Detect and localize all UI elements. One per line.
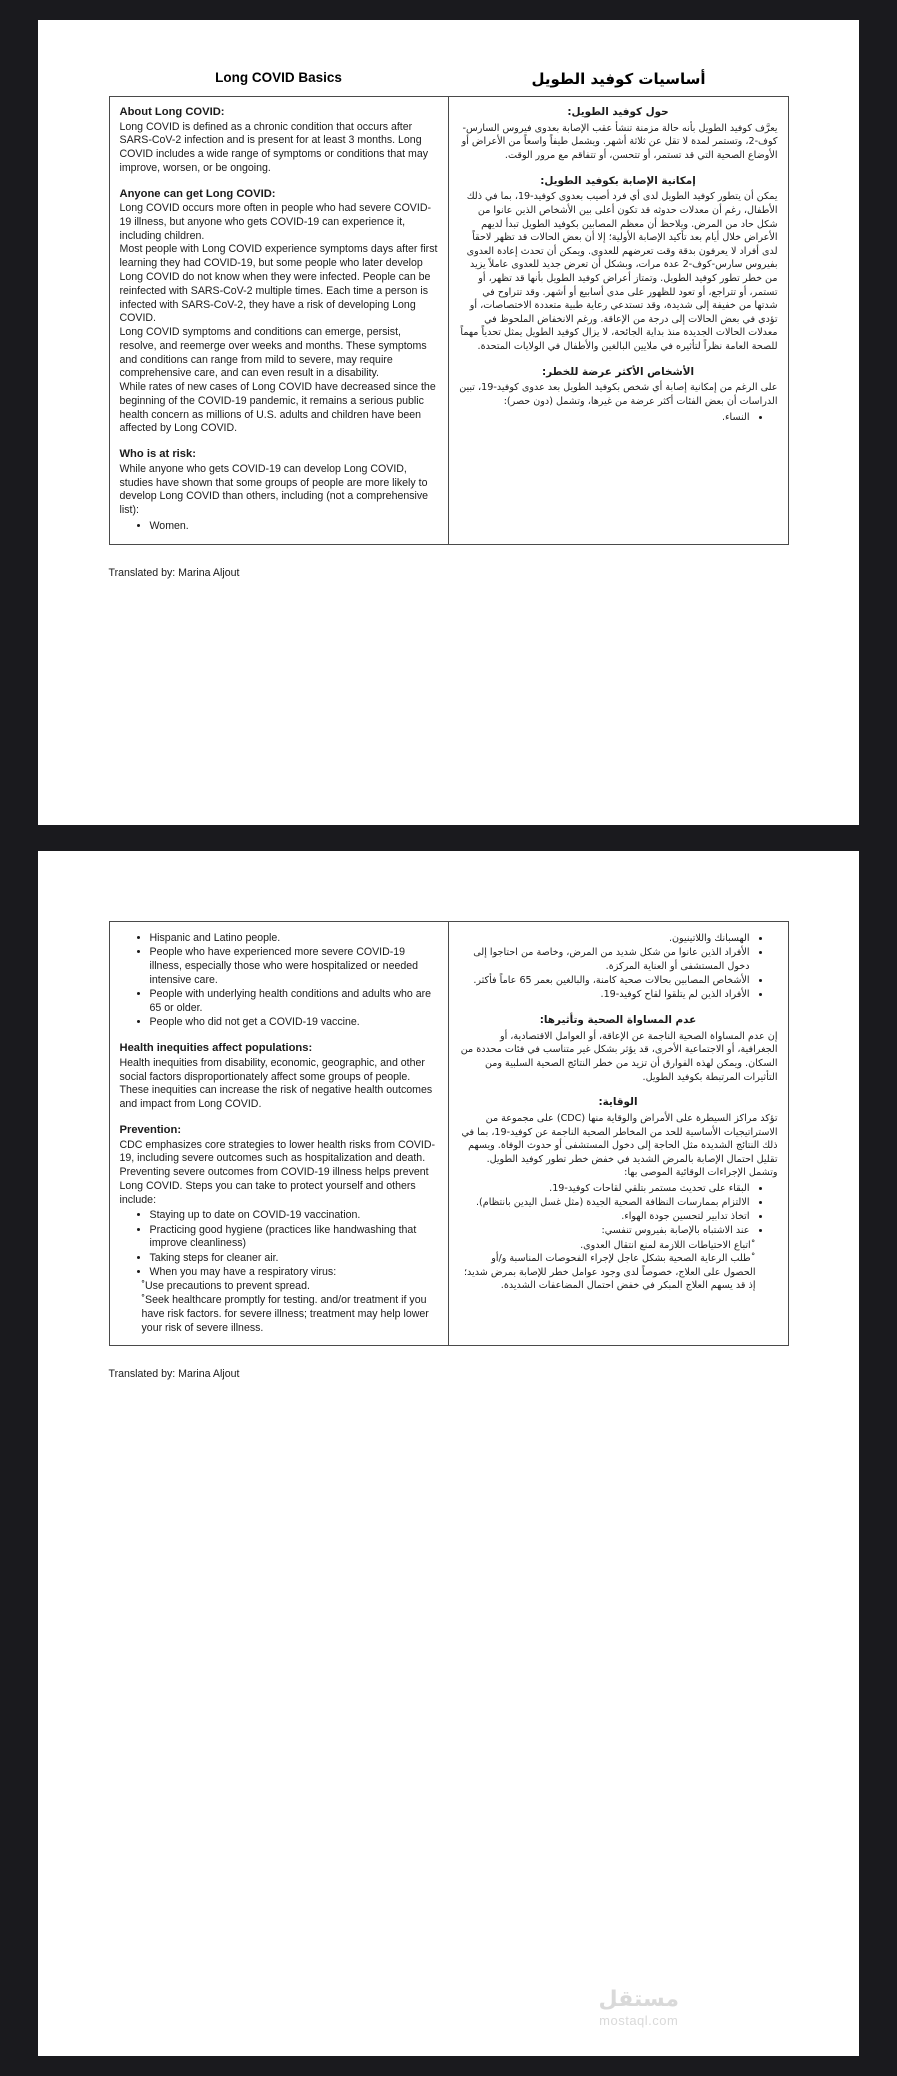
- list-item: • الأشخاص المصابين بحالات صحية كامنة، والبالغين بعمر 65 عاماً فأكثر.: [459, 974, 750, 988]
- about-long-covid-heading: About Long COVID:: [119, 106, 225, 118]
- who-is-at-risk-list: [120, 520, 438, 534]
- prevention-heading-arabic: الوقاية:: [598, 1096, 638, 1109]
- prevention-subnote-2: ˚Seek healthcare promptly for testing. and/or treatment if you have risk factors. for severe illness; treatment may help lower your risk of severe illness.: [141, 1293, 429, 1334]
- who-is-at-risk-heading-arabic: الأشخاص الأكثر عرضة للخطر:: [541, 365, 695, 378]
- page2-arabic-column: [449, 922, 788, 1345]
- prevention-heading: Prevention:: [119, 1123, 182, 1136]
- list-item: • Women.: [150, 520, 438, 534]
- prevention-body: CDC emphasizes core strategies to lower health risks from COVID-19, including severe outcomes such as hospitalization and death. Preventing severe outcomes from COVID-19 illness helps prevent Long COVID. Steps you can take to protect yourself and others include:: [119, 1138, 436, 1206]
- page2-bilingual-table: [109, 921, 789, 1346]
- who-is-at-risk-heading: Who is at risk:: [119, 448, 196, 461]
- list-item: • الهسبانك واللاتينيون.: [459, 932, 750, 946]
- prevention-subnotes-arabic: [459, 1239, 756, 1293]
- translator-credit-page2: Translated by: Marina Aljout: [108, 1368, 240, 1381]
- document-page-1: [38, 20, 859, 825]
- anyone-can-get-paragraph-3: Long COVID symptoms and conditions can emerge, persist, resolve, and reemerge over weeks and months. These symptoms and conditions can range from mild to severe, may require comprehensive care, and can even result in a disability.: [119, 326, 427, 380]
- list-item: • النساء.: [459, 411, 750, 425]
- list-item: • When you may have a respiratory virus:: [150, 1266, 438, 1280]
- page2-english-column: [110, 922, 449, 1345]
- list-item: • People with underlying health conditions and adults who are 65 or older.: [150, 988, 438, 1016]
- prevention-body-arabic: تؤكد مراكز السيطرة على الأمراض والوقاية منها (CDC) على مجموعة من الاستراتيجيات الأساسية للحد من المخاطر الصحية الناجمة عن كوفيد-19، بما في ذلك النتائج الشديدة مثل الحاجة إلى دخول المستشفى أو حدوث الوفاة. ويسهم تقليل احتمال الإصابة بالمرض الشديد في خفض خطر تطور كوفيد الطويل. وتشمل الإجراءات الوقائية الموصى بها:: [461, 1113, 778, 1179]
- prevention-list-arabic: [459, 1182, 778, 1238]
- spacer: [120, 436, 438, 447]
- list-item: • Staying up to date on COVID-19 vaccination.: [150, 1209, 438, 1223]
- prevention-subnote-2-arabic: ˚طلب الرعاية الصحية بشكل عاجل لإجراء الفحوصات المناسبة و/أو الحصول على العلاج، خصوصاً لدى وجود عوامل خطر للإصابة بمرض شديد؛ إذ قد يسهم العلاج المبكر في خفض احتمال المضاعفات الشديدة.: [464, 1253, 756, 1292]
- prevention-subnote-1-arabic: ˚اتباع الاحتياطات اللازمة لمنع انتقال العدوى.: [580, 1239, 756, 1251]
- page-title-english: Long COVID Basics: [215, 70, 342, 85]
- health-inequities-body-arabic: إن عدم المساواة الصحية الناجمة عن الإعاقة، أو العوامل الاقتصادية، أو الجغرافية، أو الاجتماعية الأخرى، قد يؤثر بشكل غير متناسب في فئات محددة من السكان. ويمكن لهذه الفوارق أن تزيد من خطر النتائج الصحية السلبية ومن التأثيرات المرتبطة بكوفيد الطويل.: [460, 1030, 778, 1083]
- page-title-arabic: أساسيات كوفيد الطويل: [531, 70, 706, 88]
- spacer: [459, 163, 778, 174]
- list-item: • البقاء على تحديث مستمر بتلقي لقاحات كوفيد-19.: [459, 1182, 750, 1196]
- risk-groups-list-arabic: [459, 932, 778, 1002]
- who-is-at-risk-body: While anyone who gets COVID-19 can develop Long COVID, studies have shown that some groups of people are more likely to develop Long COVID than others, including (not a comprehensive list):: [119, 462, 429, 517]
- watermark-domain-text: mostaql.com: [599, 2013, 679, 2028]
- about-long-covid-body: Long COVID is defined as a chronic condition that occurs after SARS-CoV-2 infection and is present for at least 3 months. Long COVID includes a wide range of symptoms or conditions that may improve, worsen, or be ongoing.: [119, 120, 429, 174]
- spacer: [120, 176, 438, 187]
- spacer: [459, 1084, 778, 1095]
- who-is-at-risk-list-arabic: [459, 411, 778, 425]
- page1-titles-row: [109, 20, 789, 96]
- translator-credit-page1: Translated by: Marina Aljout: [108, 567, 240, 580]
- list-item: • People who did not get a COVID-19 vaccine.: [150, 1016, 438, 1030]
- anyone-can-get-paragraph-2: Most people with Long COVID experience symptoms days after first learning they had COVID-19, but some people who later develop Long COVID do not know when they were infected. People can be reinfected with SARS-CoV-2 multiple times. Each time a person is infected with SARS-CoV-2, they have a risk of developing Long COVID.: [119, 243, 438, 325]
- anyone-can-get-paragraph-4: While rates of new cases of Long COVID have decreased since the beginning of the COVID-19 pandemic, it remains a serious public health concern as millions of U.S. adults and children have been affected by Long COVID.: [119, 381, 436, 435]
- health-inequities-heading: Health inequities affect populations:: [119, 1042, 313, 1055]
- health-inequities-body: Health inequities from disability, economic, geographic, and other social factors disproportionately affect some groups of people. These inequities can increase the risk of negative health outcomes and impact from Long COVID.: [119, 1056, 433, 1111]
- list-item: • الالتزام بممارسات النظافة الصحية الجيدة (مثل غسل اليدين بانتظام).: [459, 1196, 750, 1210]
- list-item: • People who have experienced more severe COVID-19 illness, especially those who were hospitalized or needed intensive care.: [150, 946, 438, 987]
- page1-bilingual-table: [109, 96, 789, 545]
- about-long-covid-body-arabic: يعرَّف كوفيد الطويل بأنه حالة مزمنة تنشأ عقب الإصابة بعدوى فيروس السارس-كوف-2، وتستمر لمدة لا تقل عن ثلاثة أشهر. ويشمل طيفاً واسعاً من الأعراض أو الأوضاع الصحية التي قد تستمر، أو تتحسن، أو تتفاقم مع مرور الوقت.: [461, 122, 778, 161]
- about-long-covid-heading-arabic: حول كوفيد الطويل:: [567, 106, 669, 118]
- anyone-can-get-heading: Anyone can get Long COVID:: [119, 187, 276, 200]
- risk-groups-list: [120, 932, 438, 1030]
- spacer: [120, 1112, 438, 1123]
- spacer: [120, 1030, 438, 1041]
- list-item: • اتخاذ تدابير لتحسين جودة الهواء.: [459, 1210, 750, 1224]
- list-item: • الأفراد الذين عانوا من شكل شديد من المرض، وخاصة من احتاجوا إلى دخول المستشفى أو العناية المركزة.: [459, 946, 750, 973]
- list-item: • Hispanic and Latino people.: [150, 932, 438, 946]
- list-item: • عند الاشتباه بالإصابة بفيروس تنفسي:: [459, 1224, 750, 1238]
- page1-english-column: [110, 97, 449, 544]
- spacer: [459, 354, 778, 365]
- anyone-can-get-paragraph-1: Long COVID occurs more often in people who had severe COVID-19 illness, but anyone who gets COVID-19 can experience it, including children.: [119, 202, 431, 242]
- prevention-list: [120, 1209, 438, 1279]
- who-is-at-risk-body-arabic: على الرغم من إمكانية إصابة أي شخص بكوفيد الطويل بعد عدوى كوفيد-19، تبين الدراسات أن بعض الفئات أكثر عرضة من غيرها، وتشمل (دون حصر):: [459, 382, 778, 408]
- list-item: • Taking steps for cleaner air.: [150, 1252, 438, 1266]
- anyone-can-get-heading-arabic: إمكانية الإصابة بكوفيد الطويل:: [540, 174, 696, 187]
- health-inequities-heading-arabic: عدم المساواة الصحية وتأثيرها:: [539, 1014, 697, 1027]
- page1-arabic-column: [449, 97, 788, 544]
- page2-top-margin: [38, 851, 859, 921]
- mostaql-watermark: [599, 1989, 679, 2028]
- list-item: • Practicing good hygiene (practices like handwashing that improve cleanliness): [150, 1224, 438, 1252]
- document-page-2: [38, 851, 859, 2056]
- prevention-subnote-1: ˚Use precautions to prevent spread.: [141, 1280, 310, 1293]
- spacer: [459, 1002, 778, 1013]
- list-item: • الأفراد الذين لم يتلقوا لقاح كوفيد-19.: [459, 988, 750, 1002]
- prevention-subnotes: [142, 1280, 438, 1335]
- watermark-arabic-text: مستقل: [598, 1987, 679, 2012]
- anyone-can-get-body-arabic: يمكن أن يتطور كوفيد الطويل لدى أي فرد أصيب بعدوى كوفيد-19، بما في ذلك الأطفال، رغم أن معدلات حدوثه قد تكون أعلى بين الأشخاص الذين عانوا من شكل حاد من المرض. ويلاحظ أن معظم المصابين بكوفيد الطويل تبدأ لديهم الأعراض خلال أيام بعد تأكيد الإصابة الأولية؛ إلا أن بعض الحالات قد تظهر لاحقاً لدى أفراد لا يعرفون بدقة وقت تعرضهم للعدوى. ويمكن أن تحدث إعادة العدوى بفيروس سارس-كوف-2 عدة مرات، وبشكل أن تعرض جديد للعدوى عاملاً يزيد من خطر تطور كوفيد الطويل. وتمتاز أعراض كوفيد الطويل بأنها قد تظهر، أو تستمر، أو تتراجع، أو تعود للظهور على مدى أسابيع أو أشهر. وقد تتراوح في شدتها من خفيفة إلى شديدة، وقد تستدعي رعاية طبية متعددة الاختصاصات، أو تؤدي في بعض الحالات إلى درجة من الإعاقة. ورغم الانخفاض الملحوظ في معدلات الحالات الجديدة منذ بداية الجائحة، لا يزال كوفيد الطويل يمثل تحدياً مهماً للصحة العامة نظراً لتأثيره في ملايين البالغين والأطفال في الولايات المتحدة.: [460, 191, 778, 353]
